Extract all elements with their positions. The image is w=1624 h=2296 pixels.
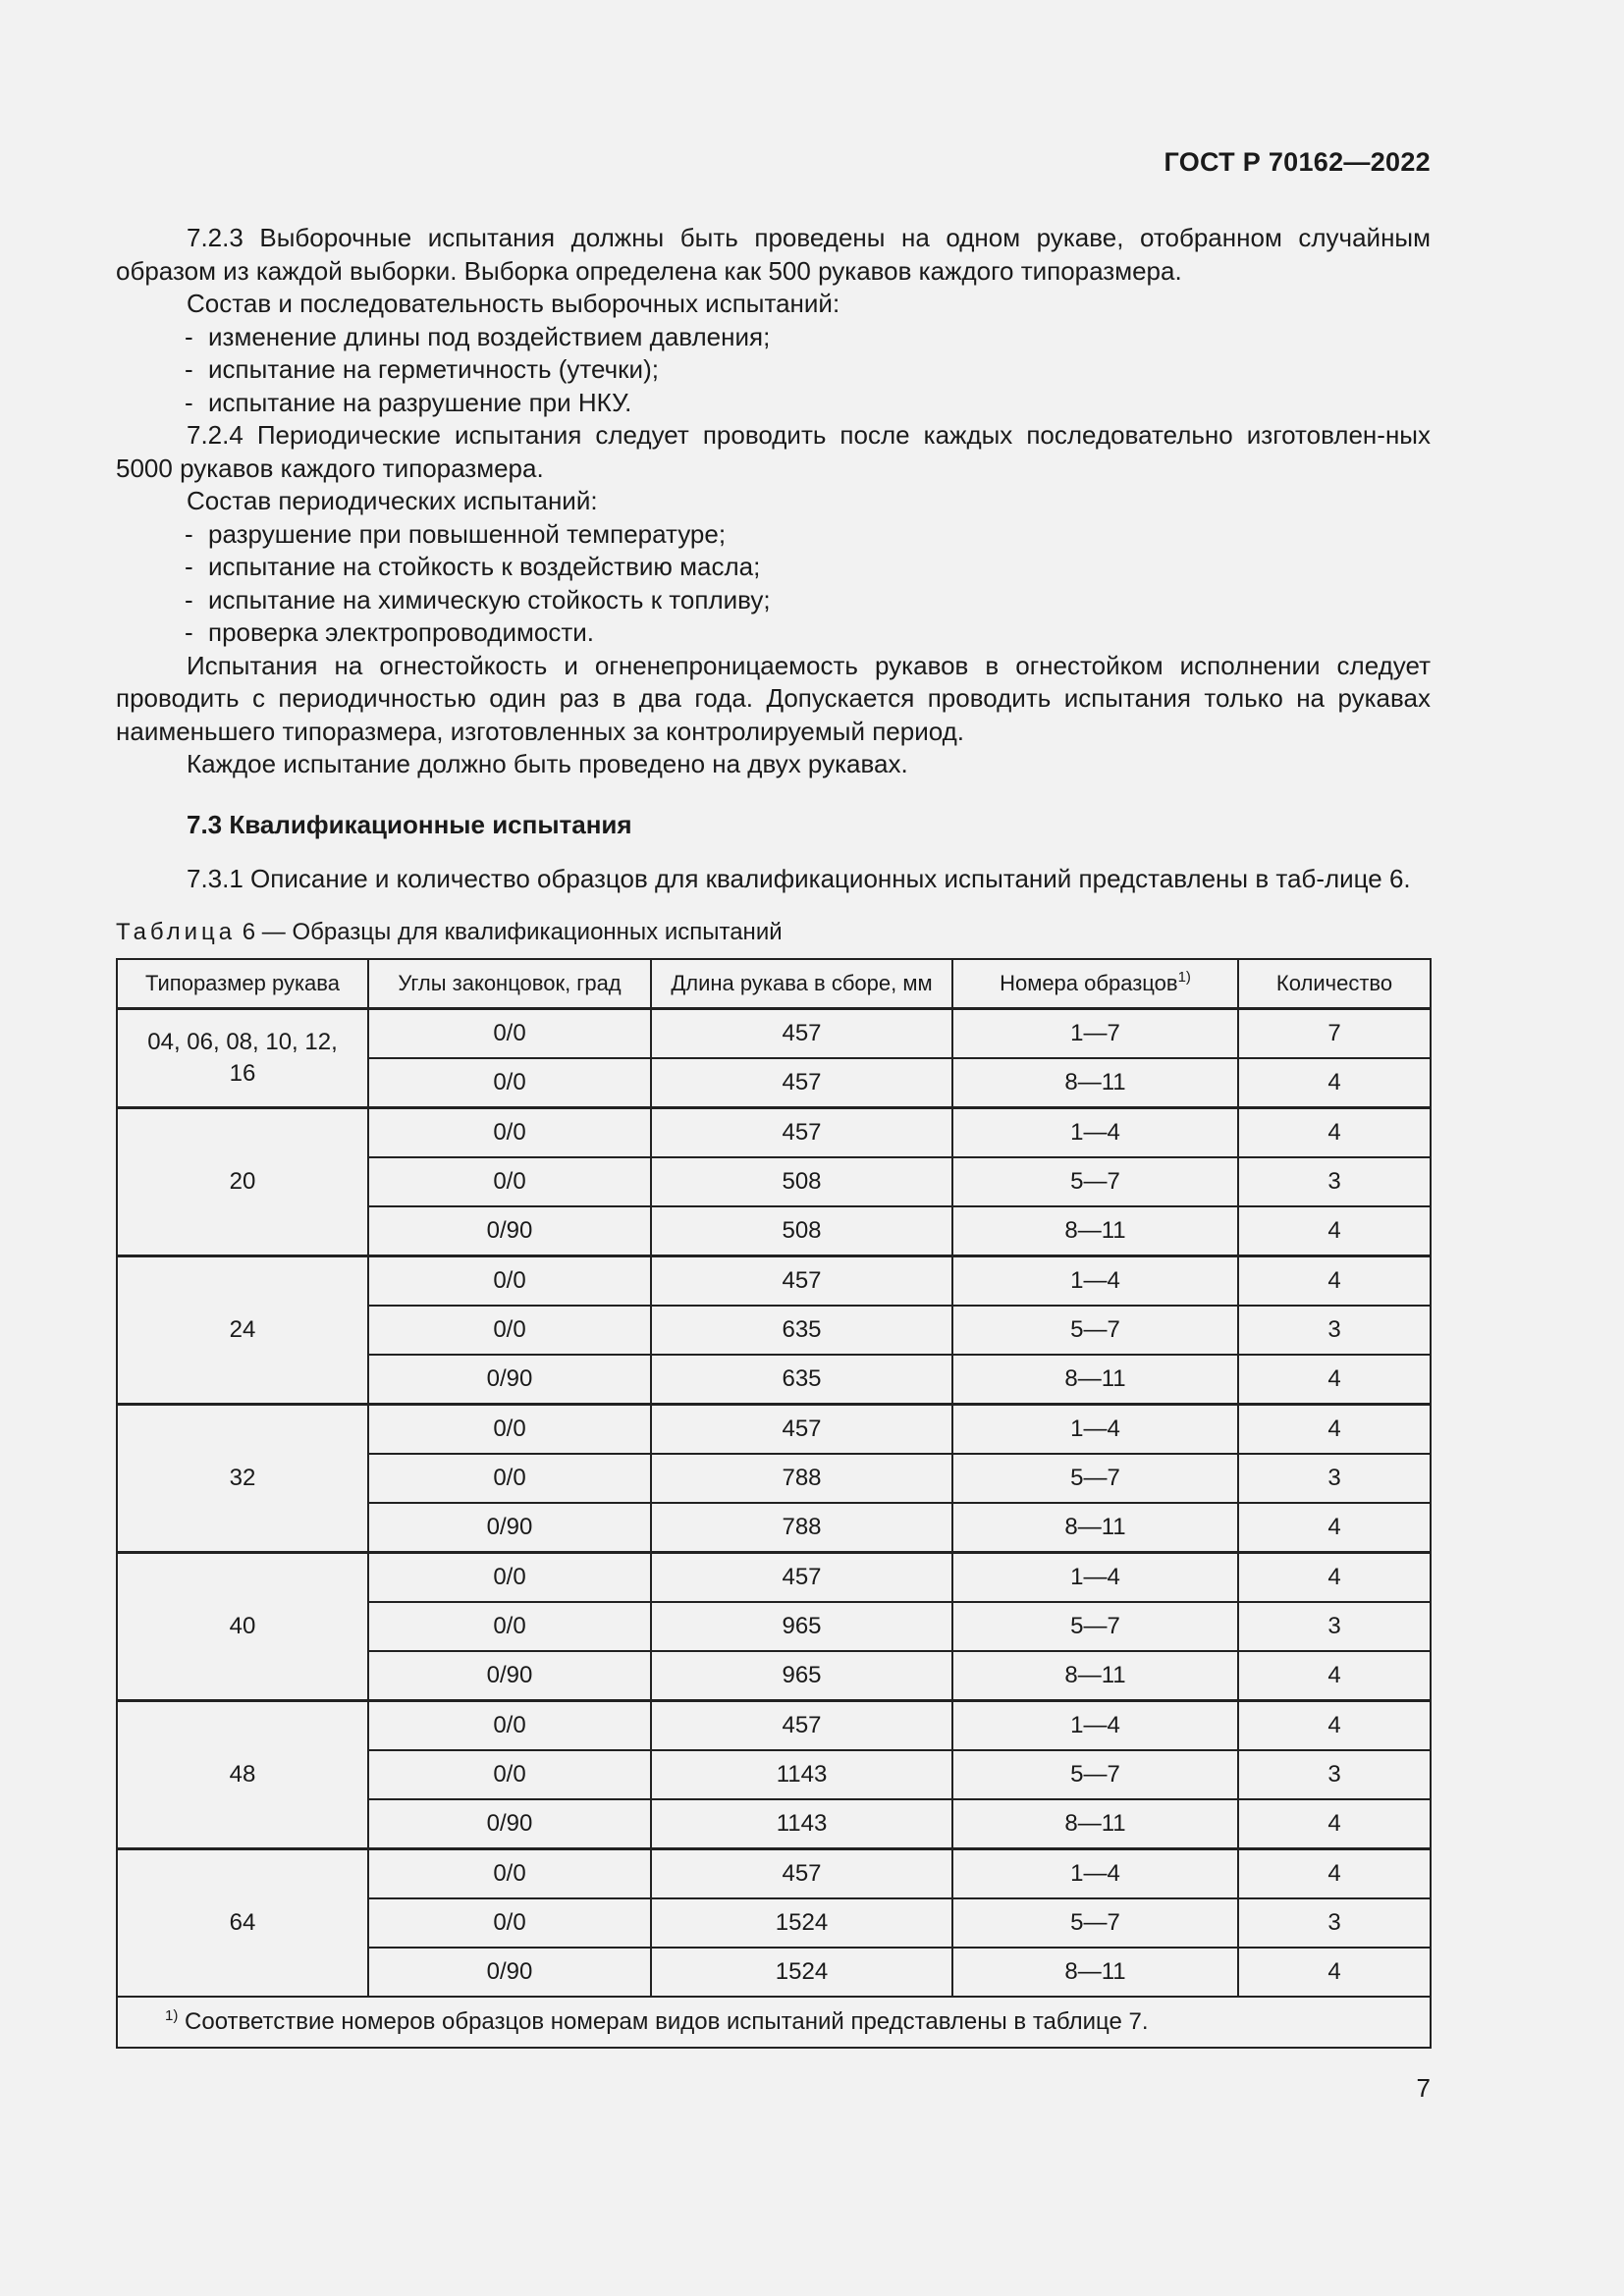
cell-length: 457 <box>651 1009 952 1059</box>
cell-samples: 8—11 <box>952 1651 1238 1701</box>
cell-samples: 1—4 <box>952 1553 1238 1603</box>
list-item: - разрушение при повышенной температуре; <box>116 518 1431 552</box>
cell-qty: 4 <box>1238 1405 1431 1455</box>
cell-length: 508 <box>651 1157 952 1206</box>
cell-size: 32 <box>117 1405 368 1553</box>
cell-length: 965 <box>651 1602 952 1651</box>
cell-length: 1143 <box>651 1750 952 1799</box>
table-body <box>117 1009 1431 1998</box>
cell-samples: 1—4 <box>952 1405 1238 1455</box>
cell-length: 457 <box>651 1553 952 1603</box>
paragraph-7-2-3: 7.2.3 Выборочные испытания должны быть проведены на одном рукаве, отобранном случайным образом из каждой выборки. Выборка определена как 500 рукавов каждого типоразмера. <box>116 223 1431 286</box>
cell-angle: 0/0 <box>368 1108 651 1158</box>
list-item: - испытание на герметичность (утечки); <box>116 353 1431 387</box>
cell-qty: 4 <box>1238 1206 1431 1256</box>
cell-samples: 1—4 <box>952 1849 1238 1899</box>
cell-angle: 0/90 <box>368 1948 651 1997</box>
table-row <box>117 1009 1431 1059</box>
column-header-qty: Количество <box>1238 959 1431 1009</box>
table-caption-text: 6 — Образцы для квалификационных испытаний <box>242 918 783 945</box>
cell-length: 457 <box>651 1108 952 1158</box>
column-header-angle: Углы законцовок, град <box>368 959 651 1009</box>
cell-angle: 0/0 <box>368 1553 651 1603</box>
cell-length: 788 <box>651 1454 952 1503</box>
cell-qty: 4 <box>1238 1256 1431 1307</box>
cell-qty: 4 <box>1238 1651 1431 1701</box>
table-row <box>117 1701 1431 1751</box>
cell-length: 1143 <box>651 1799 952 1849</box>
cell-angle: 0/90 <box>368 1651 651 1701</box>
section-title-7-3: 7.3 Квалификационные испытания <box>187 809 632 839</box>
cell-length: 457 <box>651 1256 952 1307</box>
paragraph-7-3-1: 7.3.1 Описание и количество образцов для квалификационных испытаний представлены в таб-лице 6. <box>187 864 1411 893</box>
cell-qty: 3 <box>1238 1602 1431 1651</box>
cell-angle: 0/0 <box>368 1058 651 1108</box>
paragraph-periodic-tests-intro: Состав периодических испытаний: <box>187 486 598 515</box>
table-footnote: $^{1)}$ Соответствие номеров образцов номерам видов испытаний представлены в таблице 7. <box>117 1997 1431 2048</box>
page-content <box>116 222 1431 2049</box>
cell-length: 457 <box>651 1405 952 1455</box>
cell-length: 635 <box>651 1306 952 1355</box>
paragraph-7-2-4: 7.2.4 Периодические испытания следует проводить после каждых последовательно изготовлен-ных 5000 рукавов каждого типоразмера. <box>116 420 1431 483</box>
cell-samples: 5—7 <box>952 1454 1238 1503</box>
cell-samples: 1—4 <box>952 1108 1238 1158</box>
cell-samples: 8—11 <box>952 1503 1238 1553</box>
list-item: - проверка электропроводимости. <box>116 616 1431 650</box>
cell-qty: 4 <box>1238 1058 1431 1108</box>
cell-samples: 5—7 <box>952 1306 1238 1355</box>
cell-samples: 5—7 <box>952 1898 1238 1948</box>
cell-length: 457 <box>651 1058 952 1108</box>
cell-qty: 4 <box>1238 1948 1431 1997</box>
qualification-samples-table <box>116 958 1432 2049</box>
list-item: - испытание на стойкость к воздействию масла; <box>116 551 1431 584</box>
cell-length: 635 <box>651 1355 952 1405</box>
cell-samples: 8—11 <box>952 1355 1238 1405</box>
cell-angle: 0/0 <box>368 1405 651 1455</box>
cell-size: 48 <box>117 1701 368 1849</box>
cell-qty: 4 <box>1238 1108 1431 1158</box>
cell-qty: 7 <box>1238 1009 1431 1059</box>
cell-samples: 8—11 <box>952 1206 1238 1256</box>
cell-qty: 4 <box>1238 1701 1431 1751</box>
table-header-row <box>117 959 1431 1009</box>
cell-samples: 5—7 <box>952 1750 1238 1799</box>
cell-length: 508 <box>651 1206 952 1256</box>
cell-samples: 1—4 <box>952 1701 1238 1751</box>
cell-length: 788 <box>651 1503 952 1553</box>
list-item: - изменение длины под воздействием давления; <box>116 321 1431 354</box>
cell-size: 04, 06, 08, 10, 12, 16 <box>117 1009 368 1108</box>
cell-angle: 0/0 <box>368 1157 651 1206</box>
cell-qty: 3 <box>1238 1898 1431 1948</box>
cell-angle: 0/0 <box>368 1306 651 1355</box>
cell-angle: 0/0 <box>368 1602 651 1651</box>
cell-qty: 3 <box>1238 1157 1431 1206</box>
cell-angle: 0/0 <box>368 1256 651 1307</box>
cell-qty: 3 <box>1238 1306 1431 1355</box>
cell-angle: 0/0 <box>368 1009 651 1059</box>
cell-length: 1524 <box>651 1948 952 1997</box>
list-item: - испытание на химическую стойкость к топливу; <box>116 584 1431 617</box>
table-caption-word: Таблица <box>116 918 237 945</box>
cell-angle: 0/0 <box>368 1701 651 1751</box>
table-row <box>117 1553 1431 1603</box>
cell-samples: 1—7 <box>952 1009 1238 1059</box>
cell-samples: 8—11 <box>952 1058 1238 1108</box>
cell-angle: 0/90 <box>368 1206 651 1256</box>
cell-angle: 0/0 <box>368 1849 651 1899</box>
column-header-size: Типоразмер рукава <box>117 959 368 1009</box>
cell-angle: 0/90 <box>368 1503 651 1553</box>
cell-angle: 0/90 <box>368 1799 651 1849</box>
cell-angle: 0/90 <box>368 1355 651 1405</box>
cell-samples: 8—11 <box>952 1948 1238 1997</box>
cell-angle: 0/0 <box>368 1750 651 1799</box>
cell-qty: 3 <box>1238 1454 1431 1503</box>
cell-length: 457 <box>651 1849 952 1899</box>
cell-samples: 1—4 <box>952 1256 1238 1307</box>
cell-qty: 3 <box>1238 1750 1431 1799</box>
table-caption <box>116 916 1431 949</box>
cell-angle: 0/0 <box>368 1454 651 1503</box>
sample-tests-list <box>116 321 1431 420</box>
cell-angle: 0/0 <box>368 1898 651 1948</box>
list-item: - испытание на разрушение при НКУ. <box>116 387 1431 420</box>
table-row <box>117 1405 1431 1455</box>
column-header-length: Длина рукава в сборе, мм <box>651 959 952 1009</box>
paragraph-sample-tests-intro: Состав и последовательность выборочных испытаний: <box>187 289 840 318</box>
cell-qty: 4 <box>1238 1553 1431 1603</box>
periodic-tests-list <box>116 518 1431 650</box>
cell-qty: 4 <box>1238 1799 1431 1849</box>
table-row <box>117 1849 1431 1899</box>
cell-samples: 5—7 <box>952 1157 1238 1206</box>
cell-qty: 4 <box>1238 1355 1431 1405</box>
column-header-samples: Номера образцов$^{1)}$ <box>952 959 1238 1009</box>
paragraph-two-hoses: Каждое испытание должно быть проведено на двух рукавах. <box>187 749 908 778</box>
cell-size: 64 <box>117 1849 368 1998</box>
cell-length: 965 <box>651 1651 952 1701</box>
cell-length: 457 <box>651 1701 952 1751</box>
cell-qty: 4 <box>1238 1849 1431 1899</box>
cell-size: 40 <box>117 1553 368 1701</box>
cell-length: 1524 <box>651 1898 952 1948</box>
cell-qty: 4 <box>1238 1503 1431 1553</box>
cell-size: 24 <box>117 1256 368 1405</box>
paragraph-fire-tests: Испытания на огнестойкость и огненепроницаемость рукавов в огнестойком исполнении следует проводить с периодичностью один раз в два года. Допускается проводить испытания только на рукавах наименьшего типоразмера, изготовленных за контролируемый период. <box>116 650 1431 746</box>
cell-samples: 5—7 <box>952 1602 1238 1651</box>
table-footnote-row <box>117 1997 1431 2048</box>
table-row <box>117 1256 1431 1307</box>
cell-samples: 8—11 <box>952 1799 1238 1849</box>
page-number: 7 <box>1416 2073 1431 2103</box>
document-header: ГОСТ Р 70162—2022 <box>1164 147 1431 177</box>
table-row <box>117 1108 1431 1158</box>
cell-size: 20 <box>117 1108 368 1256</box>
